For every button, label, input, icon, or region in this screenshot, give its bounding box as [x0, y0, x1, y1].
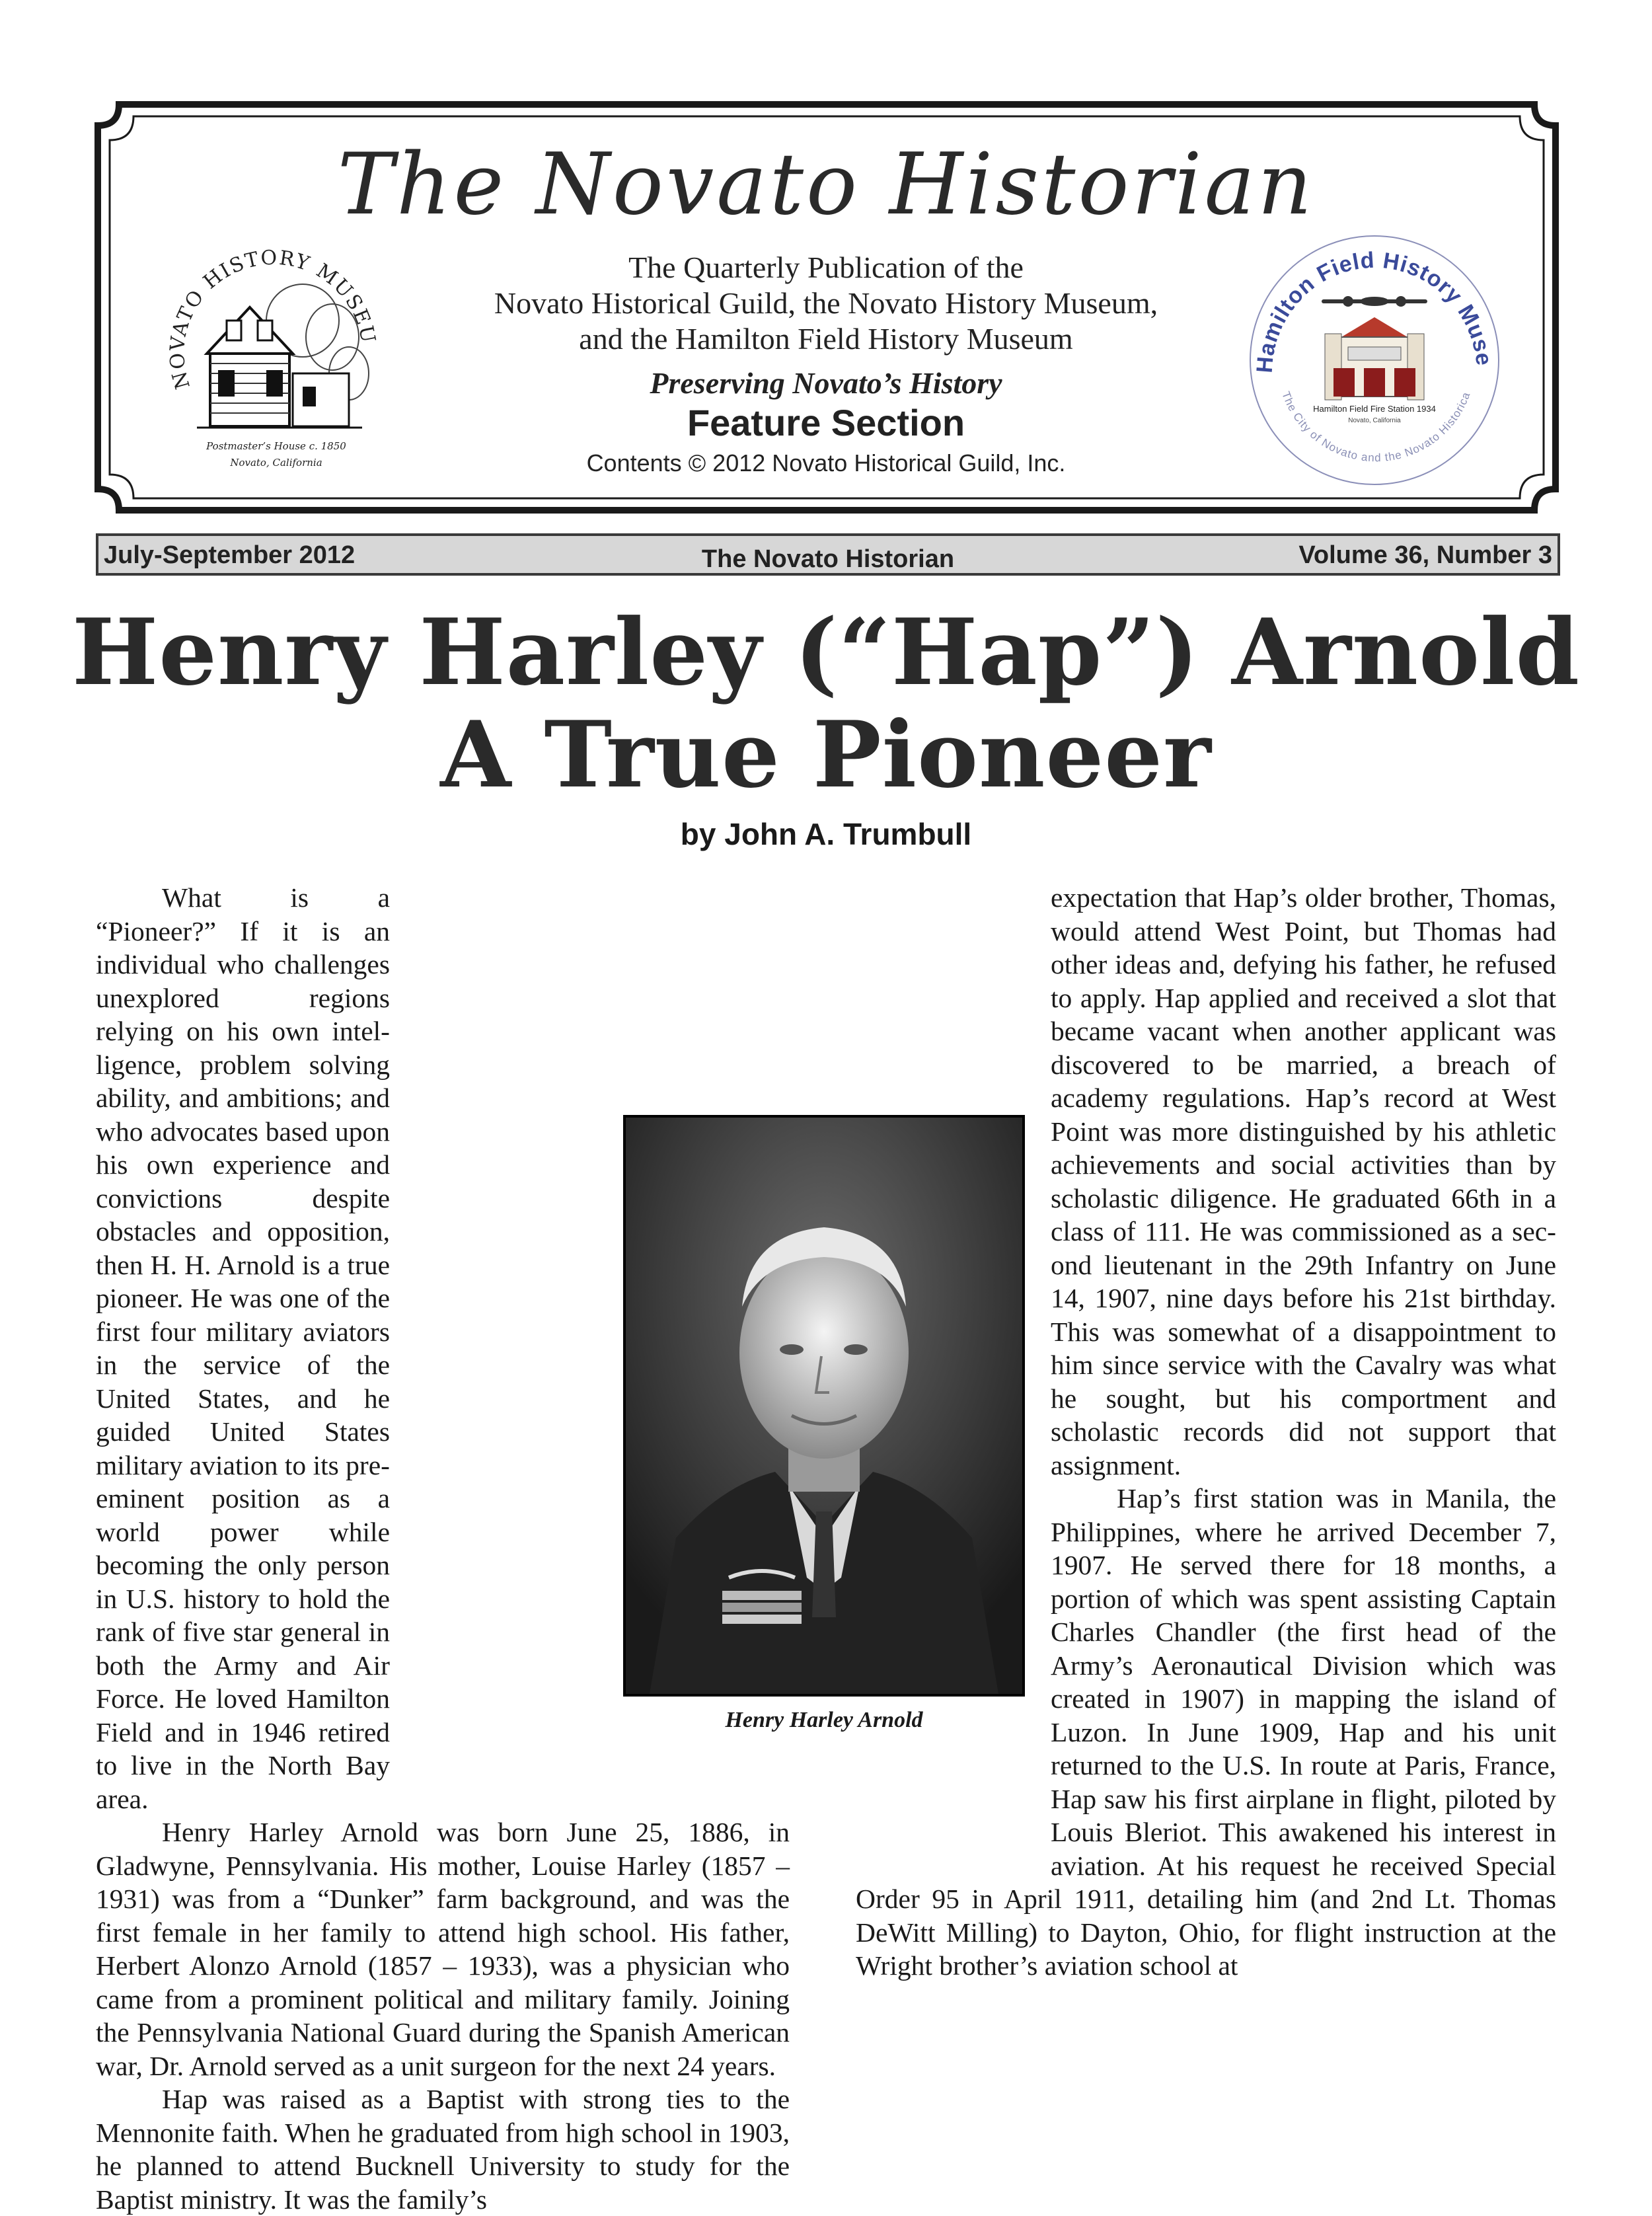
house-sketch-icon	[144, 221, 405, 482]
issue-info-bar	[96, 533, 1560, 576]
logo-right-ring-text: Hamilton Field History Muse	[1252, 247, 1497, 374]
logo-right-caption-2: Novato, California	[1348, 417, 1401, 424]
article-paragraph: expectation that Hap’s older brother, Thomas, would attend West Point, but Thomas had other ideas and, defying his father, he refused to apply. Hap applied and received a slot that became vacant when another applicant was discovered to be married, a breach of academy regulations. Hap’s record at West Point was more distinguished by his athletic achievements and social activities than by scholastic diligence. He graduated 66th in a class of 111. He was commissioned as a second lieutenant in the 29th Infantry on June 14, 1907, nine days before his 21st birthday. This was somewhat of a disappointment to him since service with the Cavalry was what he sought, but his comportment and scholastic records did not support that assignment.	[1051, 882, 1556, 1480]
photo-caption: Henry Harley Arnold	[725, 1708, 923, 1732]
issue-date: July-September 2012	[104, 541, 356, 569]
logo-right-caption-1: Hamilton Field Fire Station 1934	[1313, 404, 1436, 414]
logo-left-caption-2: Novato, California	[230, 457, 322, 469]
article-headline-line-1: Henry Harley (“Hap”) Arnold	[71, 598, 1581, 706]
issue-publication-name: The Novato Historian	[701, 545, 955, 573]
fire-station-airplane-icon	[1242, 228, 1507, 489]
hamilton-field-history-museum-logo	[1242, 228, 1507, 489]
publication-title: The Novato Historian	[337, 135, 1315, 234]
article-paragraph: Henry Harley Arnold was born June 25, 1886, in Gladwyne, Pennsylvania. His mother, Louise Harley (1857 – 1931) was from a “Dunker” farm background, and was the first female in her family to attend high school. His father, Herbert Alonzo Arnold (1857 – 1933), was a physician who came from a prominent political and military family. Joining the Pennsylvania National Guard during the Spanish American war, Dr. Arnold served as a unit surgeon for the next 24 years.	[96, 1817, 790, 2081]
copyright-notice: Contents © 2012 Novato Historical Guild, Inc.	[586, 449, 1066, 477]
motto: Preserving Novato’s History	[650, 366, 1002, 400]
logo-left-ring-text: NOVATO HISTORY MUSEU	[165, 246, 380, 392]
article-paragraph: Hap’s first station was in Manila, the Philippines, where he arrived December 7, 1907. He served there for 18 months, a portion of which was spent assisting Captain Charles Chandler (the first head of the Army’s Aeronautical Division which was created in 1907) in mapping the island of Luzon. In June 1909, Hap and his unit returned to the U.S. In route at Paris, France, Hap saw his first airplane in flight, piloted by Louis Bleriot. This awakened his interest in aviation. At his request he received Special Order 95 in April 1911, detailing him (and 2nd Lt. Thomas DeWitt Milling) to Dayton, Ohio, for flight instruction at the Wright brother’s aviation school at	[856, 1483, 1556, 1981]
subtitle-line-2: Novato Historical Guild, the Novato History Museum,	[494, 286, 1158, 320]
novato-history-museum-logo	[144, 221, 405, 482]
issue-volume: Volume 36, Number 3	[1298, 541, 1552, 569]
article-paragraph: What is a “Pioneer?” If it is an individual who challenges unexplored regions relying on his own intelligence, problem solving ability, and ambitions; and who advocates based upon his own experience and convictions despite obstacles and opposition, then H. H. Arnold is a true pioneer. He was one of the first four military aviators in the service of the United States, and he guided United States military aviation to its pre-eminent position as a world power while becoming the only person in U.S. history to hold the rank of five star general in both the Army and Air Force. He loved Hamilton Field and in 1946 retired to live in the North Bay area.	[96, 882, 390, 1814]
article-byline: by John A. Trumbull	[680, 817, 972, 851]
subtitle-line-1: The Quarterly Publication of the	[628, 250, 1024, 284]
subtitle-line-3: and the Hamilton Field History Museum	[579, 322, 1073, 356]
portrait-photo	[623, 1115, 1025, 1697]
article-headline-line-2: A True Pioneer	[440, 701, 1212, 808]
section-label: Feature Section	[687, 402, 965, 443]
logo-right-lower-ring: The City of Novato and the Novato Historica	[1279, 389, 1473, 465]
logo-left-caption-1: Postmaster’s House c. 1850	[206, 440, 346, 452]
article-paragraph: Hap was raised as a Baptist with strong ties to the Mennonite faith. When he graduated from high school in 1903, he planned to attend Bucknell University to study for the Baptist ministry. It was the family’s	[96, 2084, 790, 2215]
